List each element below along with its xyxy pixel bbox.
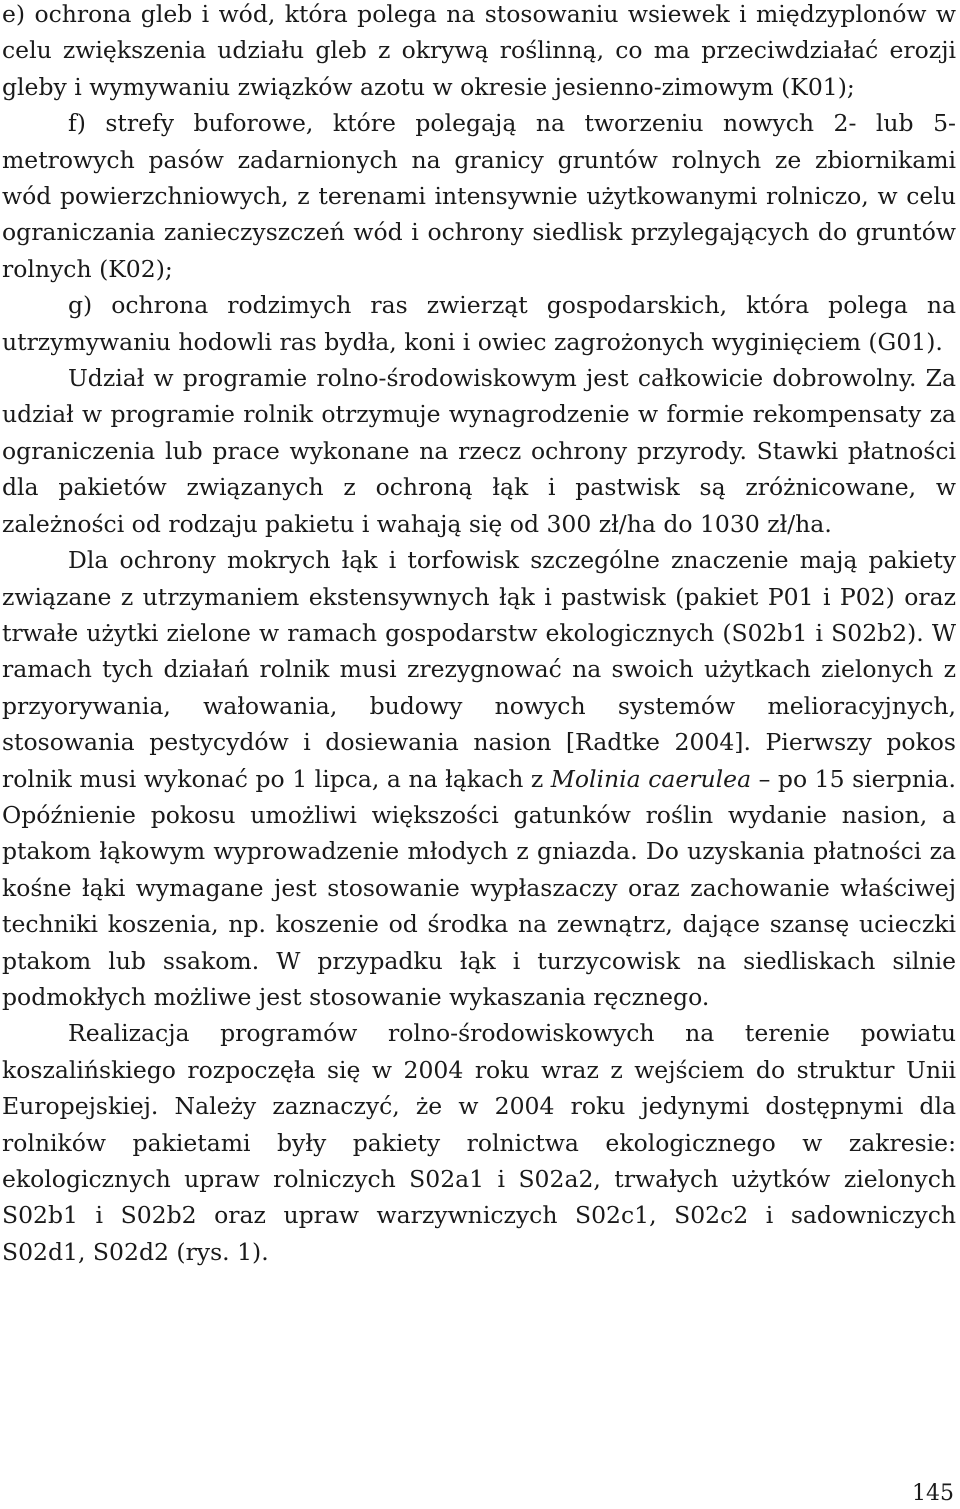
page-number: 145: [912, 1481, 954, 1506]
paragraph-meadows: [2, 542, 956, 1015]
species-name: Molinia caerulea: [550, 764, 752, 793]
list-item-g: g) ochrona rodzimych ras zwierząt gospodarskich, która polega na utrzymywaniu hodowli ras bydła, koni i owiec zagrożonych wyginięciem (G01).: [2, 291, 956, 356]
body-text: [2, 0, 956, 1270]
paragraph-participation: Udział w programie rolno-środowiskowym jest całkowicie dobrowolny. Za udział w programie rolnik otrzymuje wynagrodzenie w formie rekompensaty za ograniczenia lub prace wykonane na rzecz ochrony przyrody. Stawki płatności dla pakietów związanych z ochroną łąk i pastwisk są zróżnicowane, w zależności od rodzaju pakietu i wahają się od 300 zł/ha do 1030 zł/ha.: [2, 364, 956, 538]
paragraph-meadows-part-1: Dla ochrony mokrych łąk i torfowisk szczególne znaczenie mają pakiety związane z utrzymaniem ekstensywnych łąk i pastwisk (pakiet P01 i P02) oraz trwałe użytki zielone w ramach gospodarstw ekologicznych (S02b1 i S02b2). W ramach tych działań rolnik musi zrezygnować na swoich użytkach zielonych z przyorywania, wałowania, budowy nowych systemów melioracyjnych, stosowania pestycydów i dosiewania nasion [Radtke 2004]. Pierwszy pokos rolnik musi wykonać po 1 lipca, a na łąkach z: [2, 546, 956, 793]
paragraph-koszalin: Realizacja programów rolno-środowiskowych na terenie powiatu koszalińskiego rozpoczęła się w 2004 roku wraz z wejściem do struktur Unii Europejskiej. Należy zaznaczyć, że w 2004 roku jedynymi dostępnymi dla rolników pakietami były pakiety rolnictwa ekologicznego w zakresie: ekologicznych upraw rolniczych S02a1 i S02a2, trwałych użytków zielonych S02b1 i S02b2 oraz upraw warzywniczych S02c1, S02c2 i sadowniczych S02d1, S02d2 (rys. 1).: [2, 1019, 956, 1266]
list-item-f: f) strefy buforowe, które polegają na tworzeniu nowych 2- lub 5-metrowych pasów zadarnionych na granicy gruntów rolnych ze zbiornikami wód powierzchniowych, z terenami intensywnie użytkowanymi rolniczo, w celu ograniczania zanieczyszczeń wód i ochrony siedlisk przylegających do gruntów rolnych (K02);: [2, 109, 956, 283]
list-item-e: e) ochrona gleb i wód, która polega na stosowaniu wsiewek i międzyplonów w celu zwiększenia udziału gleb z okrywą roślinną, co ma przeciwdziałać erozji gleby i wymywaniu związków azotu w okresie jesienno-zimowym (K01);: [2, 0, 956, 101]
paragraph-meadows-part-2: – po 15 sierpnia. Opóźnienie pokosu umożliwi większości gatunków roślin wydanie nasion, a ptakom łąkowym wyprowadzenie młodych z gniazda. Do uzyskania płatności za kośne łąki wymagane jest stosowanie wypłaszaczy oraz zachowanie właściwej techniki koszenia, np. koszenie od środka na zewnątrz, dające szansę ucieczki ptakom lub ssakom. W przypadku łąk i turzycowisk na siedliskach silnie podmokłych możliwe jest stosowanie wykaszania ręcznego.: [2, 764, 956, 1011]
